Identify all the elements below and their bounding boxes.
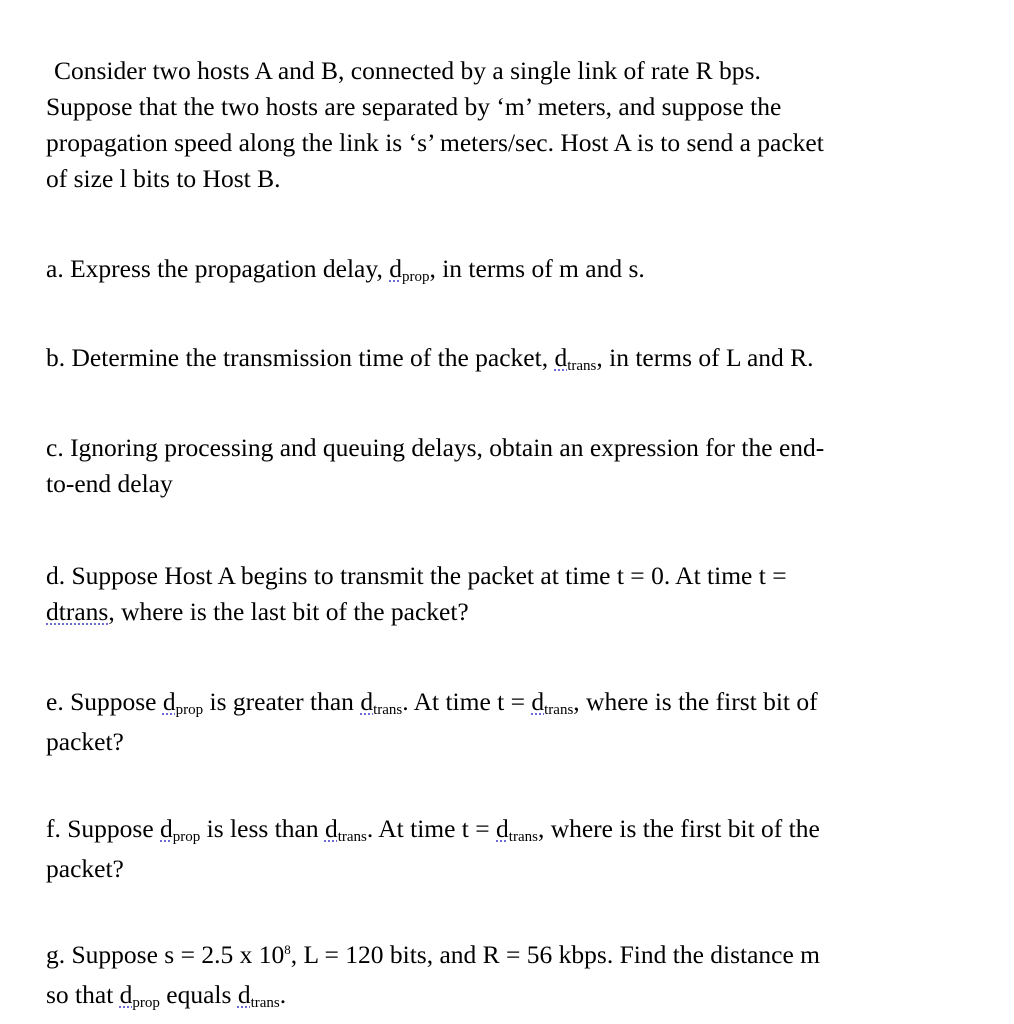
text: .: [279, 980, 287, 1009]
question-f-line-1: [46, 811, 966, 851]
d-prop-symbol: [160, 814, 200, 843]
question-b-line: [46, 340, 966, 380]
d-letter: d: [554, 343, 568, 372]
d-letter: d: [119, 980, 133, 1009]
question-g: [46, 937, 966, 1017]
d-letter: d: [162, 687, 176, 716]
question-c-line-1: c. Ignoring processing and queuing delays, obtain an expression for the end-: [46, 433, 825, 462]
d-trans-symbol: [325, 814, 367, 843]
intro-line-1: Consider two hosts A and B, connected by a single link of rate R bps.: [54, 56, 761, 85]
question-c-line-2: to-end delay: [46, 469, 173, 498]
text: , where is the first bit of the: [537, 814, 820, 843]
trans-subscript: trans: [567, 358, 597, 374]
question-g-line-2: [46, 977, 966, 1017]
question-c: [46, 430, 966, 502]
intro-line-2: Suppose that the two hosts are separated by ‘m’ meters, and suppose the: [46, 92, 782, 121]
d-trans-symbol: [496, 814, 538, 843]
question-b-text: b. Determine the transmission time of the packet,: [46, 343, 555, 372]
text: so that: [46, 980, 120, 1009]
question-d-line-1: d. Suppose Host A begins to transmit the packet at time t = 0. At time t =: [46, 561, 787, 590]
question-f: [46, 811, 966, 887]
question-a: [46, 251, 966, 291]
dtrans-word: dtrans: [46, 597, 109, 626]
d-letter: d: [389, 254, 402, 283]
exponent: 8: [284, 942, 291, 957]
question-g-line-1: [46, 937, 966, 977]
prop-subscript: prop: [175, 702, 204, 718]
d-trans-symbol: [360, 687, 402, 716]
text: equals: [159, 980, 238, 1009]
text: . At time t =: [366, 814, 497, 843]
text: , where is the first bit of: [573, 687, 818, 716]
d-trans-symbol: [531, 687, 573, 716]
text: f. Suppose: [46, 814, 161, 843]
d-letter: d: [237, 980, 251, 1009]
d-letter: d: [360, 687, 374, 716]
trans-subscript: trans: [250, 995, 280, 1011]
question-e: [46, 684, 966, 760]
question-e-line-1: [46, 684, 966, 724]
text: , L = 120 bits, and R = 56 kbps. Find the distance m: [290, 940, 821, 969]
text: e. Suppose: [46, 687, 163, 716]
intro-paragraph: [46, 53, 966, 197]
trans-subscript: trans: [373, 702, 403, 718]
d-letter: d: [531, 687, 545, 716]
intro-line-3: propagation speed along the link is ‘s’ meters/sec. Host A is to send a packet: [46, 128, 824, 157]
question-e-line-2: packet?: [46, 727, 124, 756]
d-prop-symbol: [163, 687, 203, 716]
question-d: [46, 558, 966, 630]
d-letter: d: [496, 814, 509, 843]
d-prop-symbol: [389, 254, 429, 283]
d-prop-symbol: [120, 980, 160, 1009]
prop-subscript: prop: [132, 995, 160, 1011]
text: g. Suppose s = 2.5 x 10: [46, 940, 285, 969]
question-d-text-end: , where is the last bit of the packet?: [108, 597, 469, 626]
text: is less than: [200, 814, 325, 843]
text: is greater than: [203, 687, 361, 716]
d-trans-symbol: [238, 980, 280, 1009]
question-a-text: a. Express the propagation delay,: [46, 254, 390, 283]
d-trans-symbol: [554, 343, 596, 372]
question-f-line-2: packet?: [46, 854, 124, 883]
intro-line-4: of size l bits to Host B.: [46, 164, 281, 193]
trans-subscript: trans: [337, 829, 367, 845]
question-b-text-end: , in terms of L and R.: [596, 343, 814, 372]
trans-subscript: trans: [508, 829, 538, 845]
question-d-line-2: [46, 594, 966, 630]
question-a-text-end: , in terms of m and s.: [429, 254, 645, 283]
prop-subscript: prop: [401, 269, 430, 285]
trans-subscript: trans: [544, 702, 574, 718]
d-letter: d: [324, 814, 338, 843]
question-b: [46, 340, 966, 380]
d-letter: d: [160, 814, 173, 843]
text: . At time t =: [402, 687, 532, 716]
prop-subscript: prop: [172, 829, 201, 845]
question-a-line: [46, 251, 966, 291]
